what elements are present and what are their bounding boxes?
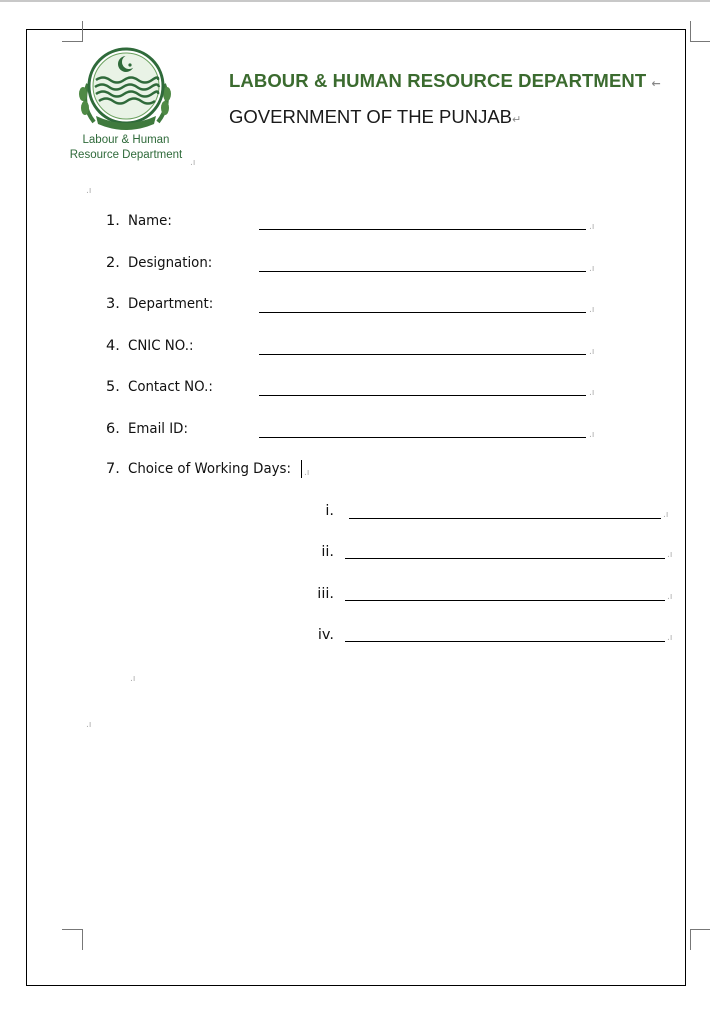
paragraph-mark-icon: .ı bbox=[589, 305, 595, 315]
punjab-emblem-icon bbox=[66, 44, 186, 134]
paragraph-mark-icon: .ı bbox=[667, 550, 673, 560]
paragraph-mark-icon: .ı bbox=[589, 388, 595, 398]
paragraph-mark-icon: .ı bbox=[589, 264, 595, 274]
department-title-text: LABOUR & HUMAN RESOURCE DEPARTMENT bbox=[229, 70, 647, 91]
department-label: Department: bbox=[128, 296, 214, 312]
government-title bbox=[229, 106, 521, 128]
paragraph-mark-icon: .ı bbox=[589, 430, 595, 440]
department-title bbox=[229, 70, 661, 92]
text-cursor bbox=[301, 460, 302, 478]
day-number: iv. bbox=[317, 627, 334, 643]
day-number: iii. bbox=[317, 586, 334, 602]
field-number: 5. bbox=[106, 379, 120, 395]
day-2-input-line[interactable] bbox=[345, 558, 665, 559]
paragraph-mark-icon: .ı bbox=[190, 158, 196, 168]
logo-caption-line1: Labour & Human bbox=[82, 134, 170, 146]
paragraph-mark-icon: .ı bbox=[304, 468, 310, 478]
margin-corner-bottom-left bbox=[62, 929, 83, 950]
window-top-border bbox=[0, 0, 710, 2]
paragraph-mark-icon: .ı bbox=[130, 674, 136, 684]
margin-corner-top-left bbox=[62, 21, 83, 42]
designation-input-line[interactable] bbox=[259, 258, 586, 272]
line-break-mark-icon: ↵ bbox=[512, 113, 522, 126]
document-page bbox=[26, 29, 686, 986]
field-number: 7. bbox=[106, 461, 120, 477]
field-number: 3. bbox=[106, 296, 120, 312]
government-title-text: GOVERNMENT OF THE PUNJAB bbox=[229, 106, 513, 127]
paragraph-mark-icon: .ı bbox=[86, 720, 92, 730]
paragraph-mark-icon: .ı bbox=[663, 510, 669, 520]
day-3-input-line[interactable] bbox=[345, 600, 665, 601]
field-number: 4. bbox=[106, 338, 120, 354]
paragraph-mark-icon: .ı bbox=[589, 347, 595, 357]
day-number: ii. bbox=[321, 544, 334, 560]
field-number: 6. bbox=[106, 421, 120, 437]
field-number: 2. bbox=[106, 255, 120, 271]
department-input-line[interactable] bbox=[259, 299, 586, 313]
paragraph-mark-icon: .ı bbox=[667, 633, 673, 643]
working-days-label: Choice of Working Days: bbox=[128, 461, 291, 477]
designation-label: Designation: bbox=[128, 255, 213, 271]
day-4-input-line[interactable] bbox=[345, 641, 665, 642]
email-input-line[interactable] bbox=[259, 424, 586, 438]
cnic-input-line[interactable] bbox=[259, 341, 586, 355]
field-number: 1. bbox=[106, 213, 120, 229]
day-number: i. bbox=[325, 503, 334, 519]
paragraph-mark-icon: .ı bbox=[667, 592, 673, 602]
logo-caption-line2: Resource Department bbox=[69, 149, 183, 161]
contact-label: Contact NO.: bbox=[128, 379, 213, 395]
day-1-input-line[interactable] bbox=[349, 518, 661, 519]
email-label: Email ID: bbox=[128, 421, 188, 437]
paragraph-mark-icon: ← bbox=[651, 77, 661, 90]
margin-corner-bottom-right bbox=[690, 929, 710, 950]
name-input-line[interactable] bbox=[259, 216, 586, 230]
margin-corner-top-right bbox=[690, 21, 710, 42]
cnic-label: CNIC NO.: bbox=[128, 338, 194, 354]
paragraph-mark-icon: .ı bbox=[589, 222, 595, 232]
department-logo bbox=[56, 44, 196, 169]
contact-input-line[interactable] bbox=[259, 382, 586, 396]
name-label: Name: bbox=[128, 213, 172, 229]
paragraph-mark-icon: .ı bbox=[86, 186, 92, 196]
